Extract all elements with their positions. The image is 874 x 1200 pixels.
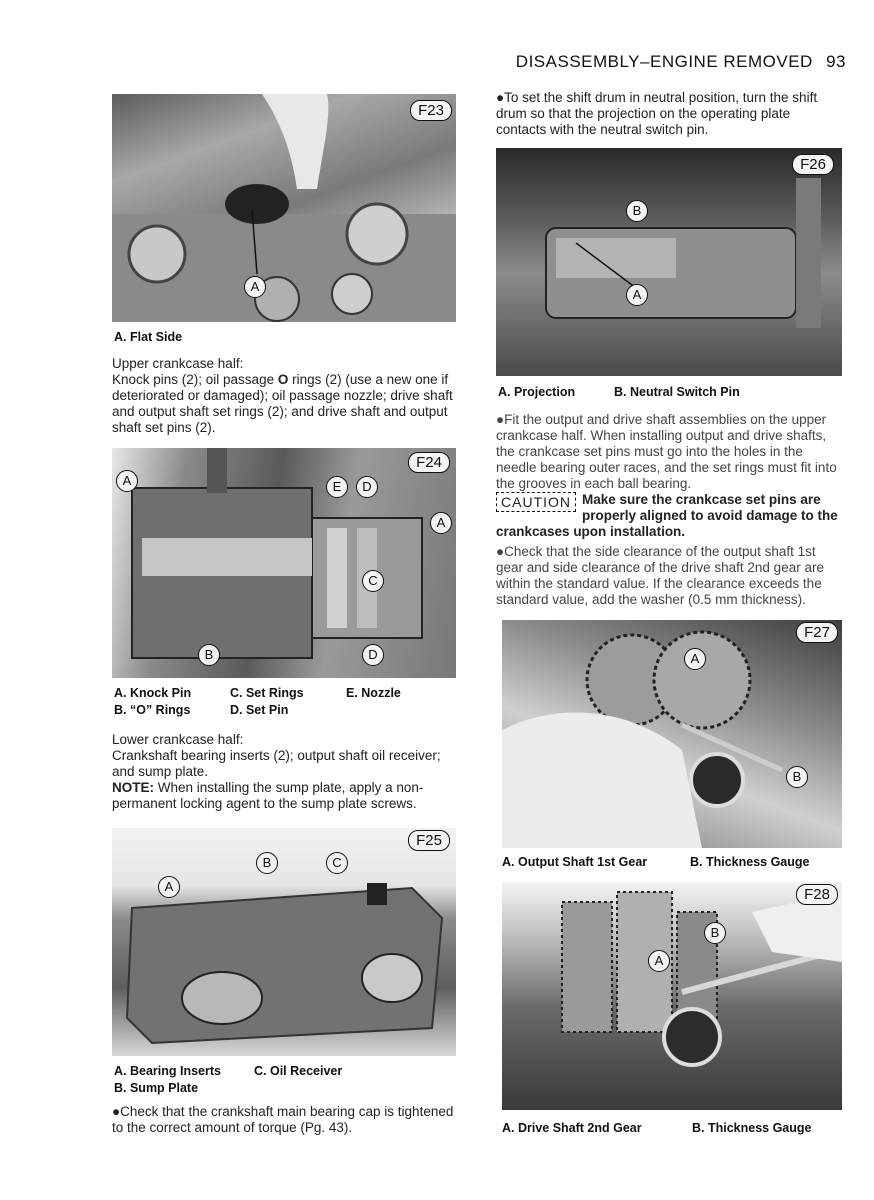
shift-drum-illustration-f26: [496, 148, 842, 376]
callout-a: A: [626, 284, 648, 306]
figure-f28-photo: [502, 882, 842, 1110]
callout-a-left: A: [116, 470, 138, 492]
engine-illustration-f23: [112, 94, 456, 322]
callout-a: A: [648, 950, 670, 972]
caption-set-rings: C. Set Rings: [230, 686, 304, 700]
fit-shafts-text: ●Fit the output and drive shaft assemblies on the upper crankcase half. When installing output and drive shafts, the crankcase set pins must go into the holes in the needle bearing outer races, and the set rings must fit into the grooves in each ball bearing.: [496, 412, 837, 491]
caption-knock-pin: A. Knock Pin: [114, 686, 192, 700]
caution-body: Make sure the crankcase set pins are properly aligned to avoid damage to the crankcases upon installation.: [496, 492, 838, 539]
side-clearance-text: ●Check that the side clearance of the output shaft 1st gear and side clearance of the drive shaft 2nd gear are within the standard value. If the clearance exceeds the standard value, add the washer (0.5 mm thickness).: [496, 544, 824, 607]
caption-bearing-inserts: A. Bearing Inserts: [114, 1064, 221, 1078]
callout-d-top: D: [356, 476, 378, 498]
callout-b: B: [786, 766, 808, 788]
figure-f26-photo: [496, 148, 842, 376]
caption-neutral-switch-pin: B. Neutral Switch Pin: [614, 385, 740, 399]
callout-b: B: [626, 200, 648, 222]
caption-thickness-gauge: B. Thickness Gauge: [690, 855, 810, 869]
lower-crankcase-body: Crankshaft bearing inserts (2); output shaft oil receiver; and sump plate.: [112, 748, 441, 779]
figure-tag-f27: F27: [796, 622, 838, 643]
callout-c: C: [326, 852, 348, 874]
callout-a: A: [684, 648, 706, 670]
lower-crankcase-illustration-f25: [112, 828, 456, 1056]
upper-crankcase-heading: Upper crankcase half:: [112, 356, 244, 371]
figure-f23-caption: A. Flat Side: [114, 330, 183, 344]
caption-output-shaft-1st-gear: A. Output Shaft 1st Gear: [502, 855, 648, 869]
figure-f24-photo: [112, 448, 456, 678]
caption-o-rings: B. “O” Rings: [114, 703, 191, 717]
torque-check-text: ●Check that the crankshaft main bearing cap is tightened to the correct amount of torque (Pg. 43).: [112, 1104, 454, 1135]
caution-block: [496, 492, 842, 540]
figure-tag-f28: F28: [796, 884, 838, 905]
caption-thickness-gauge: B. Thickness Gauge: [692, 1121, 812, 1135]
callout-b: B: [198, 644, 220, 666]
figure-f25-photo: [112, 828, 456, 1056]
lower-crankcase-note: NOTE: When installing the sump plate, apply a non-permanent locking agent to the sump plate screws.: [112, 780, 424, 811]
shift-drum-text: ●To set the shift drum in neutral position, turn the shift drum so that the projection on the operating plate contacts with the neutral switch pin.: [496, 90, 818, 137]
upper-crankcase-body: Knock pins (2); oil passage O rings (2) (use a new one if deteriorated or damaged); oil passage nozzle; drive shaft and output shaft set rings (2); and drive shaft and output shaft set pins (2).: [112, 372, 453, 435]
caption-set-pin: D. Set Pin: [230, 703, 289, 717]
page-number: 93: [826, 52, 846, 71]
crankcase-illustration-f24: [112, 448, 456, 678]
figure-f23-photo: [112, 94, 456, 322]
figure-tag-f25: F25: [408, 830, 450, 851]
callout-a: A: [158, 876, 180, 898]
section-title: DISASSEMBLY–ENGINE REMOVED: [515, 52, 813, 71]
callout-d-bottom: D: [362, 644, 384, 666]
caption-drive-shaft-2nd-gear: A. Drive Shaft 2nd Gear: [502, 1121, 642, 1135]
figure-f27-photo: [502, 620, 842, 848]
upper-crankcase-text: [112, 356, 458, 436]
page-header: [516, 52, 846, 72]
output-shaft-illustration-f27: [502, 620, 842, 848]
figure-tag-f23: F23: [410, 100, 452, 121]
caution-label: CAUTION: [496, 492, 576, 512]
caption-oil-receiver: C. Oil Receiver: [254, 1064, 343, 1078]
figure-tag-f26: F26: [792, 154, 834, 175]
caption-projection: A. Projection: [498, 385, 576, 399]
callout-a-right: A: [430, 512, 452, 534]
lower-crankcase-heading: Lower crankcase half:: [112, 732, 244, 747]
callout-b: B: [704, 922, 726, 944]
drive-shaft-illustration-f28: [502, 882, 842, 1110]
callout-c: C: [362, 570, 384, 592]
caption-nozzle: E. Nozzle: [346, 686, 401, 700]
lower-crankcase-text: [112, 732, 462, 812]
caption-sump-plate: B. Sump Plate: [114, 1081, 199, 1095]
callout-a: A: [244, 276, 266, 298]
callout-e: E: [326, 476, 348, 498]
callout-b: B: [256, 852, 278, 874]
figure-tag-f24: F24: [408, 452, 450, 473]
